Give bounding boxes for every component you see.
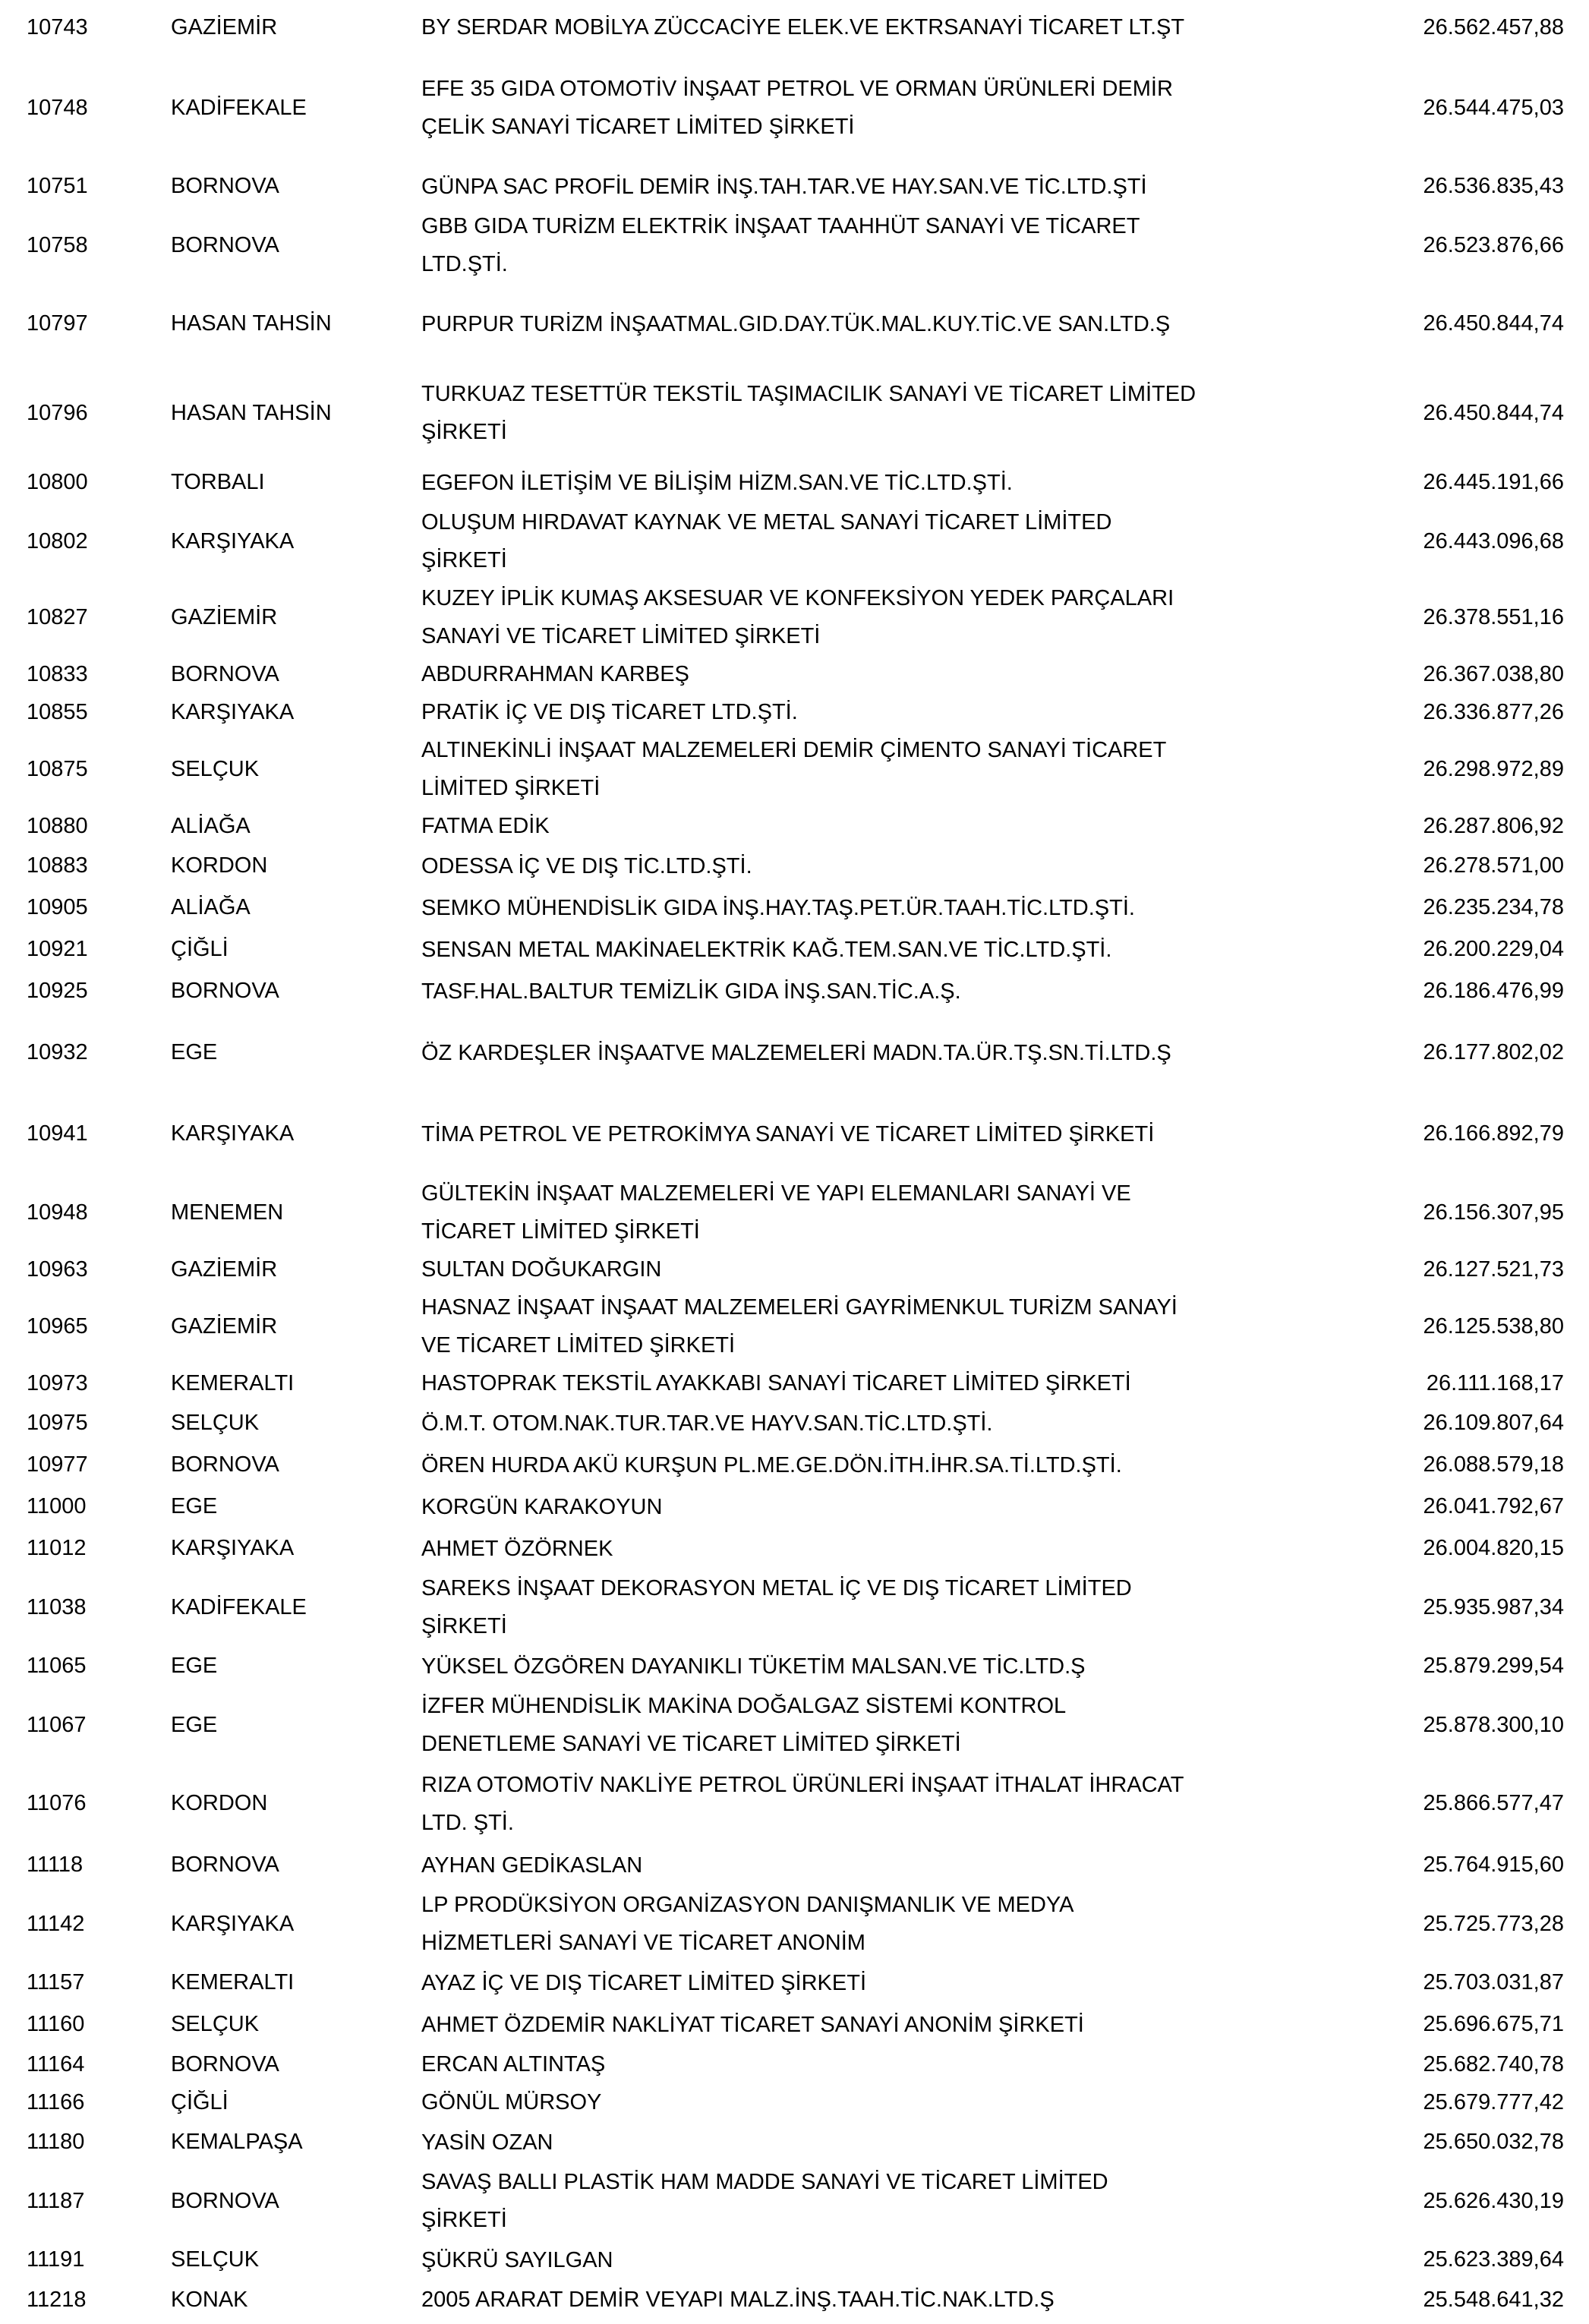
tax-office-cell: ÇİĞLİ bbox=[171, 2089, 229, 2114]
taxpayer-name-cell bbox=[421, 807, 1374, 845]
rank-number-cell: 10880 bbox=[27, 813, 88, 838]
rank-number-cell: 11218 bbox=[27, 2287, 87, 2312]
tax-office-cell: KORDON bbox=[171, 1791, 268, 1815]
amount-cell: 26.336.877,26 bbox=[1423, 699, 1564, 724]
table-row bbox=[0, 2045, 1589, 2083]
amount-cell: 26.111.168,17 bbox=[1426, 1370, 1564, 1395]
amount-cell: 25.878.300,10 bbox=[1423, 1712, 1564, 1737]
rank-number-cell: 10751 bbox=[27, 174, 88, 198]
rank-number-cell: 11000 bbox=[27, 1494, 87, 1518]
tax-office-cell: BORNOVA bbox=[171, 1452, 279, 1477]
amount-cell: 25.696.675,71 bbox=[1423, 2012, 1564, 2036]
taxpayer-name-cell bbox=[421, 1364, 1374, 1402]
tax-office-cell: EGE bbox=[171, 1654, 218, 1678]
taxpayer-name-cell bbox=[421, 2241, 1374, 2279]
taxpayer-name-line: AHMET ÖZDEMİR NAKLİYAT TİCARET SANAYİ ANONİM ŞİRKETİ bbox=[421, 2012, 1084, 2037]
rank-number-cell: 10875 bbox=[27, 756, 88, 781]
taxpayer-name-line: ALTINEKİNLİ İNŞAAT MALZEMELERİ DEMİR ÇİMENTO SANAYİ TİCARET bbox=[421, 738, 1167, 762]
rank-number-cell: 10975 bbox=[27, 1411, 88, 1435]
table-row bbox=[0, 655, 1589, 693]
table-row bbox=[0, 50, 1589, 166]
amount-cell: 26.041.792,67 bbox=[1423, 1494, 1564, 1518]
rank-number-cell: 11012 bbox=[27, 1536, 87, 1560]
rank-number-cell: 11076 bbox=[27, 1791, 87, 1815]
tax-office-cell: KARŞIYAKA bbox=[171, 528, 295, 553]
table-row bbox=[0, 693, 1589, 731]
taxpayer-name-line: LP PRODÜKSİYON ORGANİZASYON DANIŞMANLIK VE MEDYA bbox=[421, 1893, 1074, 1917]
rank-number-cell: 10965 bbox=[27, 1313, 88, 1339]
rank-number-cell: 10758 bbox=[27, 232, 88, 257]
amount-cell: 25.548.641,32 bbox=[1423, 2287, 1564, 2312]
table-row bbox=[0, 845, 1589, 887]
amount-cell: 26.562.457,88 bbox=[1423, 14, 1564, 39]
amount-cell: 25.935.987,34 bbox=[1423, 1594, 1564, 1619]
taxpayer-name-cell bbox=[421, 2163, 1374, 2239]
amount-cell: 25.879.299,54 bbox=[1423, 1654, 1564, 1678]
amount-cell: 26.450.844,74 bbox=[1423, 311, 1564, 336]
amount-cell: 26.523.876,66 bbox=[1423, 232, 1564, 257]
taxpayer-name-line: TURKUAZ TESETTÜR TEKSTİL TAŞIMACILIK SANAYİ VE TİCARET LİMİTED bbox=[421, 382, 1196, 406]
taxpayer-name-line: GÜLTEKİN İNŞAAT MALZEMELERİ VE YAPI ELEMANLARI SANAYİ VE bbox=[421, 1181, 1131, 1206]
taxpayer-name-line: ODESSA İÇ VE DIŞ TİC.LTD.ŞTİ. bbox=[421, 853, 752, 878]
amount-cell: 26.278.571,00 bbox=[1423, 853, 1564, 878]
table-row bbox=[0, 1364, 1589, 1402]
amount-cell: 26.544.475,03 bbox=[1423, 95, 1564, 120]
amount-cell: 25.764.915,60 bbox=[1423, 1853, 1564, 1877]
taxpayer-name-line: ABDURRAHMAN KARBEŞ bbox=[421, 662, 689, 686]
rank-number-cell: 11187 bbox=[27, 2188, 85, 2213]
rank-number-cell: 10963 bbox=[27, 1257, 88, 1282]
taxpayer-name-line: BY SERDAR MOBİLYA ZÜCCACİYE ELEK.VE EKTRSANAYİ TİCARET LT.ŞT bbox=[421, 15, 1185, 39]
rank-number-cell: 10921 bbox=[27, 937, 88, 961]
taxpayer-name-line: 2005 ARARAT DEMİR VEYAPI MALZ.İNŞ.TAAH.TİC.NAK.LTD.Ş bbox=[421, 2288, 1055, 2312]
table-row bbox=[0, 1288, 1589, 1364]
amount-cell: 26.156.307,95 bbox=[1423, 1200, 1564, 1225]
taxpayer-name-line: ŞİRKETİ bbox=[421, 548, 507, 572]
tax-office-cell: BORNOVA bbox=[171, 232, 279, 257]
table-row bbox=[0, 462, 1589, 503]
rank-number-cell: 10796 bbox=[27, 400, 88, 425]
table-row bbox=[0, 364, 1589, 462]
rank-number-cell: 10855 bbox=[27, 699, 88, 724]
rank-number-cell: 10748 bbox=[27, 95, 88, 120]
table-row bbox=[0, 207, 1589, 283]
taxpayer-name-line: SANAYİ VE TİCARET LİMİTED ŞİRKETİ bbox=[421, 624, 821, 648]
tax-office-cell: KORDON bbox=[171, 853, 268, 878]
amount-cell: 26.166.892,79 bbox=[1423, 1121, 1564, 1146]
rank-number-cell: 10797 bbox=[27, 311, 88, 336]
table-row bbox=[0, 1645, 1589, 1687]
table-row bbox=[0, 1486, 1589, 1528]
table-row bbox=[0, 1175, 1589, 1250]
tax-office-cell: ÇİĞLİ bbox=[171, 937, 229, 961]
taxpayer-name-cell bbox=[421, 1886, 1374, 1962]
taxpayer-name-cell bbox=[421, 168, 1374, 206]
table-row bbox=[0, 5, 1589, 50]
tax-office-cell: SELÇUK bbox=[171, 2012, 260, 2036]
amount-cell: 26.186.476,99 bbox=[1423, 979, 1564, 1003]
taxpayer-name-cell bbox=[421, 464, 1374, 502]
taxpayer-name-line: KORGÜN KARAKOYUN bbox=[421, 1494, 663, 1519]
table-row bbox=[0, 2121, 1589, 2163]
amount-cell: 26.088.579,18 bbox=[1423, 1452, 1564, 1477]
taxpayer-name-cell bbox=[421, 70, 1374, 146]
rank-number-cell: 10800 bbox=[27, 470, 88, 494]
taxpayer-name-line: EFE 35 GIDA OTOMOTİV İNŞAAT PETROL VE ORMAN ÜRÜNLERİ DEMİR bbox=[421, 77, 1173, 101]
taxpayer-name-cell bbox=[421, 8, 1374, 46]
amount-cell: 26.378.551,16 bbox=[1423, 604, 1564, 629]
table-row bbox=[0, 1402, 1589, 1444]
rank-number-cell: 11067 bbox=[27, 1712, 87, 1737]
taxpayer-name-cell bbox=[421, 1530, 1374, 1568]
taxpayer-name-cell bbox=[421, 1569, 1374, 1645]
amount-cell: 26.298.972,89 bbox=[1423, 756, 1564, 781]
amount-cell: 26.536.835,43 bbox=[1423, 174, 1564, 198]
rank-number-cell: 10925 bbox=[27, 979, 88, 1003]
ranking-table bbox=[0, 5, 1589, 2319]
taxpayer-name-line: YÜKSEL ÖZGÖREN DAYANIKLI TÜKETİM MALSAN.VE TİC.LTD.Ş bbox=[421, 1654, 1086, 1679]
tax-office-cell: KARŞIYAKA bbox=[171, 1121, 295, 1146]
taxpayer-name-line: FATMA EDİK bbox=[421, 814, 550, 838]
amount-cell: 26.450.844,74 bbox=[1423, 400, 1564, 425]
amount-cell: 26.200.229,04 bbox=[1423, 937, 1564, 961]
taxpayer-name-line: LİMİTED ŞİRKETİ bbox=[421, 776, 601, 800]
tax-office-cell: EGE bbox=[171, 1494, 218, 1518]
taxpayer-name-cell bbox=[421, 503, 1374, 579]
tax-office-cell: BORNOVA bbox=[171, 1853, 279, 1877]
table-row bbox=[0, 2083, 1589, 2121]
tax-office-cell: GAZİEMİR bbox=[171, 1313, 278, 1339]
table-row bbox=[0, 503, 1589, 579]
taxpayer-name-cell bbox=[421, 1488, 1374, 1526]
rank-number-cell: 10941 bbox=[27, 1121, 88, 1146]
taxpayer-name-line: GÖNÜL MÜRSOY bbox=[421, 2090, 602, 2114]
taxpayer-name-line: ŞİRKETİ bbox=[421, 420, 507, 444]
table-row bbox=[0, 283, 1589, 364]
tax-office-cell: KEMALPAŞA bbox=[171, 2130, 303, 2154]
rank-number-cell: 11065 bbox=[27, 1654, 87, 1678]
table-row bbox=[0, 1962, 1589, 2004]
tax-office-cell: BORNOVA bbox=[171, 2051, 279, 2076]
tax-office-cell: HASAN TAHSİN bbox=[171, 400, 332, 425]
amount-cell: 26.127.521,73 bbox=[1423, 1257, 1564, 1282]
amount-cell: 26.109.807,64 bbox=[1423, 1411, 1564, 1435]
rank-number-cell: 11191 bbox=[27, 2247, 85, 2272]
taxpayer-name-line: TASF.HAL.BALTUR TEMİZLİK GIDA İNŞ.SAN.TİC.A.Ş. bbox=[421, 979, 961, 1004]
rank-number-cell: 10833 bbox=[27, 661, 88, 686]
taxpayer-name-line: AHMET ÖZÖRNEK bbox=[421, 1536, 613, 1561]
amount-cell: 26.445.191,66 bbox=[1423, 470, 1564, 494]
table-row bbox=[0, 929, 1589, 970]
taxpayer-name-line: SAREKS İNŞAAT DEKORASYON METAL İÇ VE DIŞ TİCARET LİMİTED bbox=[421, 1576, 1132, 1600]
tax-office-cell: SELÇUK bbox=[171, 2247, 260, 2272]
amount-cell: 26.367.038,80 bbox=[1423, 661, 1564, 686]
taxpayer-name-cell bbox=[421, 1175, 1374, 1250]
amount-cell: 26.443.096,68 bbox=[1423, 528, 1564, 553]
taxpayer-name-line: ŞİRKETİ bbox=[421, 2208, 507, 2232]
rank-number-cell: 10973 bbox=[27, 1370, 88, 1395]
tax-office-cell: TORBALI bbox=[171, 470, 265, 494]
taxpayer-name-cell bbox=[421, 2124, 1374, 2162]
taxpayer-name-line: PURPUR TURİZM İNŞAATMAL.GID.DAY.TÜK.MAL.KUY.TİC.VE SAN.LTD.Ş bbox=[421, 311, 1171, 336]
taxpayer-name-line: SAVAŞ BALLI PLASTİK HAM MADDE SANAYİ VE TİCARET LİMİTED bbox=[421, 2170, 1108, 2194]
table-row bbox=[0, 1250, 1589, 1288]
tax-office-cell: GAZİEMİR bbox=[171, 1257, 278, 1282]
taxpayer-name-line: ŞİRKETİ bbox=[421, 1614, 507, 1638]
tax-office-cell: HASAN TAHSİN bbox=[171, 311, 332, 336]
tax-office-cell: KONAK bbox=[171, 2287, 248, 2312]
table-row bbox=[0, 1569, 1589, 1645]
taxpayer-name-cell bbox=[421, 1446, 1374, 1484]
rank-number-cell: 11118 bbox=[27, 1853, 84, 1877]
taxpayer-name-cell bbox=[421, 655, 1374, 693]
tax-office-cell: KARŞIYAKA bbox=[171, 699, 295, 724]
tax-office-cell: KARŞIYAKA bbox=[171, 1536, 295, 1560]
taxpayer-name-cell bbox=[421, 1648, 1374, 1685]
tax-office-cell: KARŞIYAKA bbox=[171, 1911, 295, 1936]
taxpayer-name-line: KUZEY İPLİK KUMAŞ AKSESUAR VE KONFEKSİYON YEDEK PARÇALARI bbox=[421, 586, 1174, 610]
tax-office-cell: SELÇUK bbox=[171, 1411, 260, 1435]
table-row bbox=[0, 1444, 1589, 1486]
rank-number-cell: 11164 bbox=[27, 2051, 85, 2076]
taxpayer-name-cell bbox=[421, 889, 1374, 927]
taxpayer-name-line: ERCAN ALTINTAŞ bbox=[421, 2052, 606, 2076]
taxpayer-name-cell bbox=[421, 1687, 1374, 1763]
rank-number-cell: 11142 bbox=[27, 1911, 85, 1936]
taxpayer-name-cell bbox=[421, 2006, 1374, 2044]
taxpayer-name-cell bbox=[421, 847, 1374, 885]
taxpayer-name-line: ŞÜKRÜ SAYILGAN bbox=[421, 2247, 613, 2272]
taxpayer-name-cell bbox=[421, 305, 1374, 343]
amount-cell: 26.004.820,15 bbox=[1423, 1536, 1564, 1560]
rank-number-cell: 10827 bbox=[27, 604, 88, 629]
table-row bbox=[0, 1886, 1589, 1962]
taxpayer-name-line: Ö.M.T. OTOM.NAK.TUR.TAR.VE HAYV.SAN.TİC.LTD.ŞTİ. bbox=[421, 1411, 993, 1436]
table-row bbox=[0, 887, 1589, 929]
taxpayer-name-cell bbox=[421, 973, 1374, 1011]
tax-office-cell: KADİFEKALE bbox=[171, 95, 307, 120]
tax-office-cell: KEMERALTI bbox=[171, 1970, 295, 1994]
taxpayer-name-line: OLUŞUM HIRDAVAT KAYNAK VE METAL SANAYİ TİCARET LİMİTED bbox=[421, 510, 1112, 534]
taxpayer-name-line: RIZA OTOMOTİV NAKLİYE PETROL ÜRÜNLERİ İNŞAAT İTHALAT İHRACAT bbox=[421, 1772, 1184, 1797]
taxpayer-name-line: SULTAN DOĞUKARGIN bbox=[421, 1257, 662, 1282]
tax-office-cell: BORNOVA bbox=[171, 174, 279, 198]
table-row bbox=[0, 166, 1589, 207]
taxpayer-name-cell bbox=[421, 731, 1374, 807]
taxpayer-name-cell bbox=[421, 2281, 1374, 2319]
taxpayer-name-line: HASNAZ İNŞAAT İNŞAAT MALZEMELERİ GAYRİMENKUL TURİZM SANAYİ bbox=[421, 1295, 1178, 1320]
taxpayer-name-line: GÜNPA SAC PROFİL DEMİR İNŞ.TAH.TAR.VE HAY.SAN.VE TİC.LTD.ŞTİ bbox=[421, 174, 1147, 199]
tax-office-cell: ALİAĞA bbox=[171, 895, 251, 919]
taxpayer-name-cell bbox=[421, 579, 1374, 655]
rank-number-cell: 10883 bbox=[27, 853, 88, 878]
taxpayer-name-cell bbox=[421, 1766, 1374, 1842]
rank-number-cell: 11180 bbox=[27, 2130, 85, 2154]
amount-cell: 25.725.773,28 bbox=[1423, 1911, 1564, 1936]
table-row bbox=[0, 1687, 1589, 1763]
taxpayer-name-cell bbox=[421, 207, 1374, 283]
taxpayer-name-cell bbox=[421, 1964, 1374, 2002]
taxpayer-name-line: TİMA PETROL VE PETROKİMYA SANAYİ VE TİCARET LİMİTED ŞİRKETİ bbox=[421, 1121, 1155, 1146]
tax-office-cell: EGE bbox=[171, 1712, 218, 1737]
table-row bbox=[0, 1093, 1589, 1175]
rank-number-cell: 10802 bbox=[27, 528, 88, 553]
table-row bbox=[0, 579, 1589, 655]
table-row bbox=[0, 2004, 1589, 2045]
amount-cell: 25.703.031,87 bbox=[1423, 1970, 1564, 1994]
amount-cell: 26.177.802,02 bbox=[1423, 1040, 1564, 1064]
taxpayer-name-line: HASTOPRAK TEKSTİL AYAKKABI SANAYİ TİCARET LİMİTED ŞİRKETİ bbox=[421, 1371, 1131, 1395]
taxpayer-name-cell bbox=[421, 1846, 1374, 1884]
tax-office-cell: KEMERALTI bbox=[171, 1370, 295, 1395]
amount-cell: 26.125.538,80 bbox=[1423, 1313, 1564, 1339]
tax-office-cell: BORNOVA bbox=[171, 661, 279, 686]
table-row bbox=[0, 731, 1589, 807]
taxpayer-name-cell bbox=[421, 1034, 1374, 1072]
tax-office-cell: MENEMEN bbox=[171, 1200, 284, 1225]
taxpayer-name-cell bbox=[421, 693, 1374, 731]
taxpayer-name-cell bbox=[421, 375, 1374, 451]
rank-number-cell: 11157 bbox=[27, 1970, 85, 1994]
tax-office-cell: GAZİEMİR bbox=[171, 14, 278, 39]
amount-cell: 25.626.430,19 bbox=[1423, 2188, 1564, 2213]
taxpayer-name-line: HİZMETLERİ SANAYİ VE TİCARET ANONİM bbox=[421, 1931, 865, 1955]
amount-cell: 26.235.234,78 bbox=[1423, 895, 1564, 919]
table-row bbox=[0, 2281, 1589, 2319]
taxpayer-name-line: YASİN OZAN bbox=[421, 2130, 553, 2155]
taxpayer-name-line: SEMKO MÜHENDİSLİK GIDA İNŞ.HAY.TAŞ.PET.ÜR.TAAH.TİC.LTD.ŞTİ. bbox=[421, 895, 1135, 920]
table-row bbox=[0, 1528, 1589, 1569]
taxpayer-name-line: GBB GIDA TURİZM ELEKTRİK İNŞAAT TAAHHÜT SANAYİ VE TİCARET bbox=[421, 214, 1140, 238]
taxpayer-name-line: İZFER MÜHENDİSLİK MAKİNA DOĞALGAZ SİSTEMİ KONTROL bbox=[421, 1694, 1067, 1718]
taxpayer-name-line: LTD.ŞTİ. bbox=[421, 252, 508, 276]
amount-cell: 25.682.740,78 bbox=[1423, 2051, 1564, 2076]
taxpayer-name-cell bbox=[421, 1288, 1374, 1364]
table-row bbox=[0, 1844, 1589, 1886]
taxpayer-name-line: EGEFON İLETİŞİM VE BİLİŞİM HİZM.SAN.VE TİC.LTD.ŞTİ. bbox=[421, 470, 1013, 495]
taxpayer-name-line: DENETLEME SANAYİ VE TİCARET LİMİTED ŞİRKETİ bbox=[421, 1732, 961, 1756]
taxpayer-name-cell bbox=[421, 2083, 1374, 2121]
table-row bbox=[0, 970, 1589, 1012]
tax-office-cell: EGE bbox=[171, 1040, 218, 1064]
table-row bbox=[0, 1012, 1589, 1093]
taxpayer-name-line: SENSAN METAL MAKİNAELEKTRİK KAĞ.TEM.SAN.VE TİC.LTD.ŞTİ. bbox=[421, 937, 1112, 962]
taxpayer-name-line: ÇELİK SANAYİ TİCARET LİMİTED ŞİRKETİ bbox=[421, 115, 855, 139]
amount-cell: 25.679.777,42 bbox=[1423, 2089, 1564, 2114]
amount-cell: 25.866.577,47 bbox=[1423, 1791, 1564, 1815]
amount-cell: 26.287.806,92 bbox=[1423, 813, 1564, 838]
tax-office-cell: BORNOVA bbox=[171, 2188, 279, 2213]
rank-number-cell: 11160 bbox=[27, 2012, 85, 2036]
amount-cell: 25.623.389,64 bbox=[1423, 2247, 1564, 2272]
rank-number-cell: 11038 bbox=[27, 1594, 87, 1619]
tax-office-cell: ALİAĞA bbox=[171, 813, 251, 838]
rank-number-cell: 10932 bbox=[27, 1040, 88, 1064]
taxpayer-name-cell bbox=[421, 2045, 1374, 2083]
taxpayer-name-line: TİCARET LİMİTED ŞİRKETİ bbox=[421, 1219, 700, 1244]
taxpayer-name-cell bbox=[421, 1250, 1374, 1288]
taxpayer-name-cell bbox=[421, 1405, 1374, 1443]
taxpayer-name-line: PRATİK İÇ VE DIŞ TİCARET LTD.ŞTİ. bbox=[421, 700, 798, 724]
taxpayer-name-line: AYHAN GEDİKASLAN bbox=[421, 1853, 643, 1878]
taxpayer-name-cell bbox=[421, 931, 1374, 969]
tax-office-cell: KADİFEKALE bbox=[171, 1594, 307, 1619]
rank-number-cell: 10977 bbox=[27, 1452, 88, 1477]
tax-office-cell: GAZİEMİR bbox=[171, 604, 278, 629]
rank-number-cell: 11166 bbox=[27, 2089, 85, 2114]
taxpayer-name-line: VE TİCARET LİMİTED ŞİRKETİ bbox=[421, 1333, 736, 1358]
table-row bbox=[0, 2239, 1589, 2281]
rank-number-cell: 10743 bbox=[27, 14, 88, 39]
tax-office-cell: BORNOVA bbox=[171, 979, 279, 1003]
taxpayer-name-line: ÖZ KARDEŞLER İNŞAATVE MALZEMELERİ MADN.TA.ÜR.TŞ.SN.Tİ.LTD.Ş bbox=[421, 1040, 1171, 1065]
rank-number-cell: 10948 bbox=[27, 1200, 88, 1225]
table-row bbox=[0, 2163, 1589, 2239]
taxpayer-name-line: LTD. ŞTİ. bbox=[421, 1810, 514, 1835]
tax-office-cell: SELÇUK bbox=[171, 756, 260, 781]
table-row bbox=[0, 1763, 1589, 1844]
amount-cell: 25.650.032,78 bbox=[1423, 2130, 1564, 2154]
taxpayer-name-line: ÖREN HURDA AKÜ KURŞUN PL.ME.GE.DÖN.İTH.İHR.SA.Tİ.LTD.ŞTİ. bbox=[421, 1452, 1122, 1477]
taxpayer-name-cell bbox=[421, 1115, 1374, 1153]
rank-number-cell: 10905 bbox=[27, 895, 88, 919]
table-row bbox=[0, 807, 1589, 845]
taxpayer-name-line: AYAZ İÇ VE DIŞ TİCARET LİMİTED ŞİRKETİ bbox=[421, 1970, 867, 1995]
